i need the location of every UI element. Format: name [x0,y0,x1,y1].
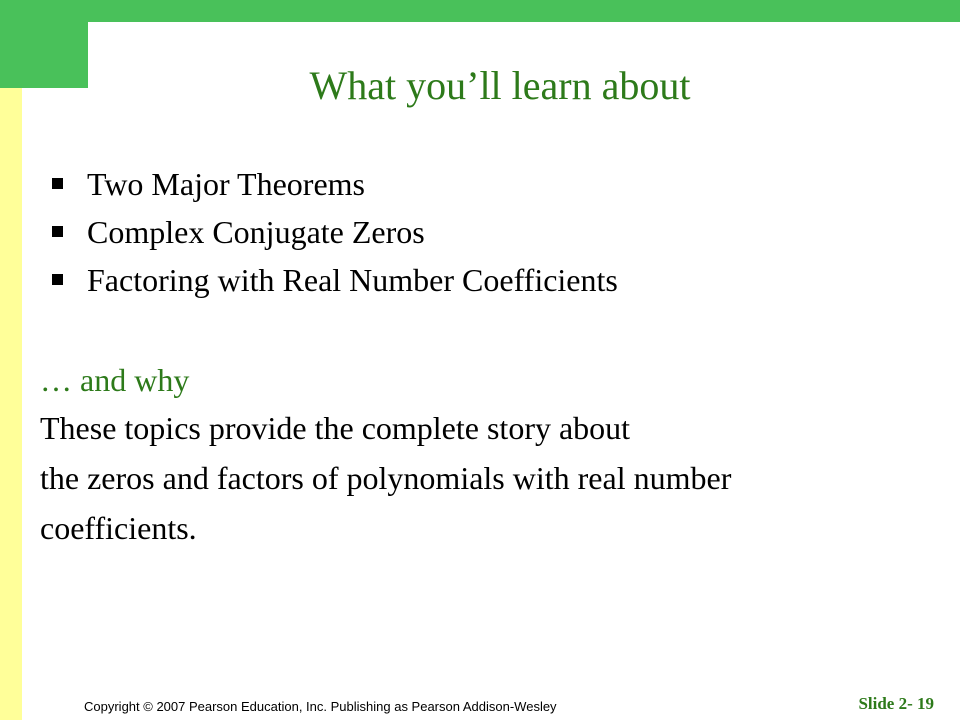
why-heading: … and why [40,362,190,398]
slide-title: What you’ll learn about [309,63,691,108]
why-line: coefficients. [40,510,197,546]
bullet-list [52,160,618,304]
bullet-item [52,208,618,256]
bullet-label: Complex Conjugate Zeros [87,214,425,250]
bullet-label: Factoring with Real Number Coefficients [87,262,618,298]
square-bullet-icon [52,178,63,189]
bullet-label: Two Major Theorems [87,166,365,202]
bullet-item [52,256,618,304]
square-bullet-icon [52,274,63,285]
top-accent-bar [0,0,960,22]
why-line: the zeros and factors of polynomials with real number [40,460,732,496]
why-paragraph [40,406,940,556]
bullet-item [52,160,618,208]
copyright-text: Copyright © 2007 Pearson Education, Inc. Publishing as Pearson Addison-Wesley [84,699,557,714]
square-bullet-icon [52,226,63,237]
slide-number: Slide 2- 19 [858,694,934,713]
why-line: These topics provide the complete story about [40,410,631,446]
